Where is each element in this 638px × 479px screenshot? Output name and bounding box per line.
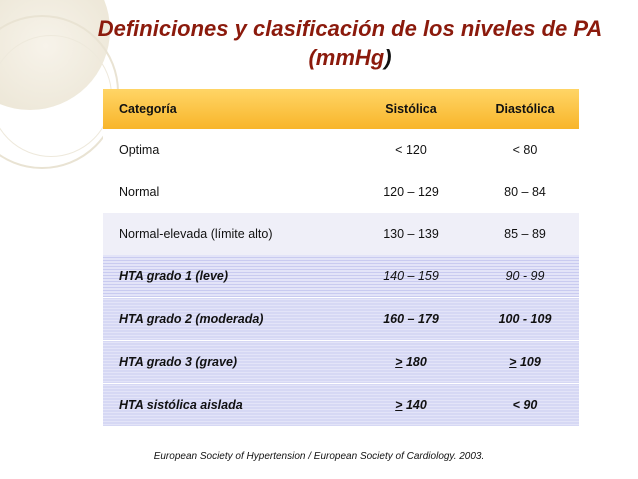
- row-systolic: 120 – 129: [351, 171, 471, 213]
- title-line-2: [70, 43, 630, 72]
- row-systolic-value: 180: [402, 355, 427, 369]
- row-diastolic: 100 - 109: [471, 298, 579, 341]
- row-category: HTA grado 3 (grave): [103, 341, 351, 384]
- row-category: Normal-elevada (límite alto): [103, 213, 351, 255]
- source-citation: European Society of Hypertension / European Society of Cardiology. 2003.: [153, 451, 485, 462]
- row-systolic: < 120: [351, 129, 471, 171]
- row-category: HTA grado 1 (leve): [103, 255, 351, 298]
- row-systolic: [351, 384, 471, 427]
- row-systolic: [351, 341, 471, 384]
- row-systolic: 130 – 139: [351, 213, 471, 255]
- table-header: [103, 89, 579, 129]
- table-row: [103, 129, 579, 171]
- gte-symbol: >: [395, 355, 403, 369]
- table-row: [103, 255, 579, 298]
- row-diastolic: 80 – 84: [471, 171, 579, 213]
- header-category: Categoría: [103, 89, 351, 129]
- row-category: HTA sistólica aislada: [103, 384, 351, 427]
- row-diastolic: < 80: [471, 129, 579, 171]
- title-paren: ): [384, 45, 392, 70]
- gte-symbol: >: [395, 398, 403, 412]
- row-diastolic-value: 109: [516, 355, 541, 369]
- header-diastolic: Diastólica: [471, 89, 579, 129]
- gte-symbol: >: [509, 355, 517, 369]
- row-systolic: 140 – 159: [351, 255, 471, 298]
- title-line-1: Definiciones y clasificación de los niveles de PA: [97, 16, 603, 41]
- table-row: [103, 298, 579, 341]
- table-row: [103, 384, 579, 427]
- row-diastolic: 90 - 99: [471, 255, 579, 298]
- row-category: HTA grado 2 (moderada): [103, 298, 351, 341]
- table-row: [103, 171, 579, 213]
- row-systolic: 160 – 179: [351, 298, 471, 341]
- table-row: [103, 213, 579, 255]
- header-systolic: Sistólica: [351, 89, 471, 129]
- row-diastolic: [471, 341, 579, 384]
- row-diastolic: < 90: [471, 384, 579, 427]
- row-category: Normal: [103, 171, 351, 213]
- row-category: Optima: [103, 129, 351, 171]
- row-systolic-value: 140: [402, 398, 427, 412]
- title-unit: (mmHg: [308, 45, 385, 70]
- slide-title: [70, 14, 630, 72]
- bp-classification-table: [103, 89, 579, 426]
- row-diastolic: 85 – 89: [471, 213, 579, 255]
- table-row: [103, 341, 579, 384]
